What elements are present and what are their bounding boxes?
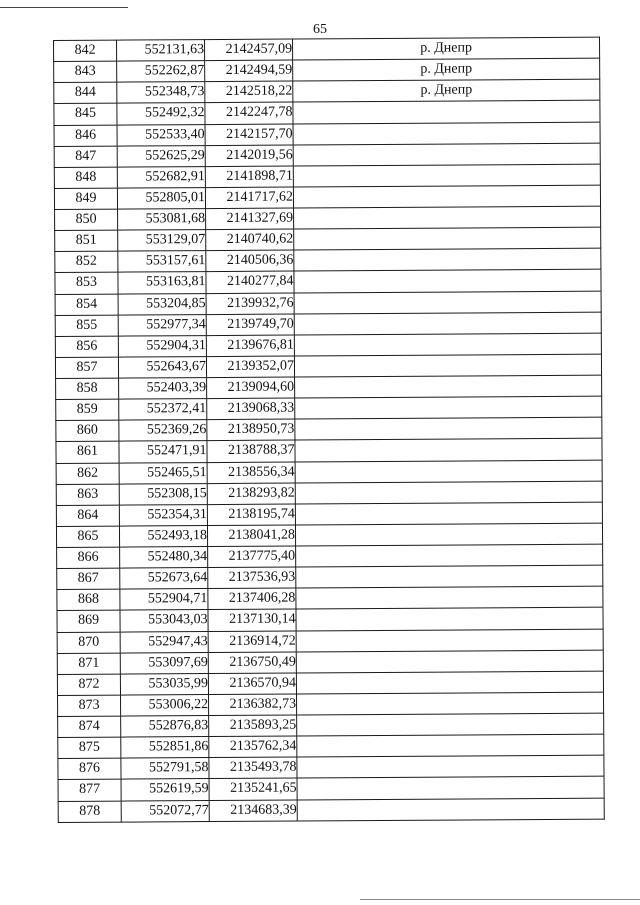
note-cell — [296, 544, 603, 567]
point-number-cell: 873 — [58, 695, 121, 717]
x-coordinate-cell: 552643,67 — [118, 356, 206, 378]
x-coordinate-cell: 552262,87 — [117, 61, 205, 83]
point-number-cell: 875 — [58, 737, 121, 759]
note-cell — [295, 439, 602, 462]
note-cell — [293, 101, 600, 124]
note-cell — [296, 671, 603, 694]
bottom-rule — [360, 899, 640, 900]
table-row — [58, 798, 604, 822]
point-number-cell: 861 — [56, 441, 119, 463]
x-coordinate-cell: 552492,32 — [117, 103, 205, 125]
point-number-cell: 863 — [56, 484, 119, 506]
y-coordinate-cell: 2136570,94 — [208, 673, 296, 695]
y-coordinate-cell: 2141717,62 — [205, 187, 293, 209]
point-number-cell: 877 — [58, 779, 121, 801]
note-cell — [295, 375, 602, 398]
point-number-cell: 868 — [57, 589, 120, 611]
y-coordinate-cell: 2135893,25 — [209, 715, 297, 737]
point-number-cell: 871 — [57, 653, 120, 675]
x-coordinate-cell: 552904,71 — [120, 589, 208, 611]
note-cell — [294, 227, 601, 250]
point-number-cell: 876 — [58, 758, 121, 780]
note-cell: р. Днепр — [293, 58, 600, 81]
x-coordinate-cell: 552072,77 — [121, 800, 209, 822]
x-coordinate-cell: 553157,61 — [118, 251, 206, 273]
point-number-cell: 864 — [56, 505, 119, 527]
point-number-cell: 850 — [55, 209, 118, 231]
note-cell — [293, 122, 600, 145]
y-coordinate-cell: 2142494,59 — [205, 60, 293, 82]
y-coordinate-cell: 2139932,76 — [206, 293, 294, 315]
point-number-cell: 854 — [55, 294, 118, 316]
x-coordinate-cell: 552348,73 — [117, 82, 205, 104]
x-coordinate-cell: 552533,40 — [117, 124, 205, 146]
point-number-cell: 870 — [57, 632, 120, 654]
y-coordinate-cell: 2138293,82 — [207, 483, 295, 505]
note-cell — [295, 417, 602, 440]
point-number-cell: 867 — [57, 568, 120, 590]
point-number-cell: 843 — [54, 61, 117, 83]
note-cell — [297, 713, 604, 736]
note-cell — [293, 143, 600, 166]
y-coordinate-cell: 2142157,70 — [205, 124, 293, 146]
y-coordinate-cell: 2139676,81 — [206, 335, 294, 357]
x-coordinate-cell: 552131,63 — [117, 40, 205, 62]
y-coordinate-cell: 2137406,28 — [208, 588, 296, 610]
note-cell — [293, 185, 600, 208]
note-cell — [294, 312, 601, 335]
point-number-cell: 860 — [56, 420, 119, 442]
x-coordinate-cell: 552308,15 — [119, 483, 207, 505]
point-number-cell: 857 — [55, 357, 118, 379]
note-cell: р. Днепр — [293, 79, 600, 102]
y-coordinate-cell: 2139749,70 — [206, 314, 294, 336]
y-coordinate-cell: 2134683,39 — [209, 800, 297, 822]
y-coordinate-cell: 2137536,93 — [208, 567, 296, 589]
x-coordinate-cell: 552403,39 — [119, 378, 207, 400]
note-cell — [295, 502, 602, 525]
x-coordinate-cell: 552673,64 — [120, 568, 208, 590]
note-cell — [294, 354, 601, 377]
point-number-cell: 852 — [55, 251, 118, 273]
point-number-cell: 842 — [54, 40, 117, 62]
note-cell — [296, 629, 603, 652]
x-coordinate-cell: 553035,99 — [120, 673, 208, 695]
x-coordinate-cell: 552876,83 — [121, 716, 209, 738]
note-cell — [295, 523, 602, 546]
note-cell — [293, 164, 600, 187]
x-coordinate-cell: 553043,03 — [120, 610, 208, 632]
point-number-cell: 855 — [55, 315, 118, 337]
note-cell — [297, 755, 604, 778]
y-coordinate-cell: 2135493,78 — [209, 757, 297, 779]
y-coordinate-cell: 2138195,74 — [207, 504, 295, 526]
x-coordinate-cell: 552682,91 — [117, 166, 205, 188]
note-cell — [296, 692, 603, 715]
point-number-cell: 846 — [54, 125, 117, 147]
y-coordinate-cell: 2137775,40 — [208, 546, 296, 568]
x-coordinate-cell: 552372,41 — [119, 399, 207, 421]
point-number-cell: 872 — [57, 674, 120, 696]
x-coordinate-cell: 553097,69 — [120, 652, 208, 674]
x-coordinate-cell: 552354,31 — [119, 504, 207, 526]
y-coordinate-cell: 2139352,07 — [206, 356, 294, 378]
y-coordinate-cell: 2135762,34 — [209, 736, 297, 758]
point-number-cell: 858 — [56, 378, 119, 400]
y-coordinate-cell: 2141327,69 — [206, 208, 294, 230]
point-number-cell: 862 — [56, 463, 119, 485]
x-coordinate-cell: 553204,85 — [118, 293, 206, 315]
point-number-cell: 874 — [58, 716, 121, 738]
y-coordinate-cell: 2140277,84 — [206, 271, 294, 293]
x-coordinate-cell: 553129,07 — [118, 230, 206, 252]
y-coordinate-cell: 2138788,37 — [207, 440, 295, 462]
y-coordinate-cell: 2136382,73 — [209, 694, 297, 716]
x-coordinate-cell: 552465,51 — [119, 462, 207, 484]
note-cell — [295, 396, 602, 419]
y-coordinate-cell: 2139094,60 — [207, 377, 295, 399]
note-cell: р. Днепр — [292, 37, 599, 60]
y-coordinate-cell: 2142457,09 — [205, 39, 293, 61]
point-number-cell: 845 — [54, 103, 117, 125]
note-cell — [297, 798, 604, 821]
note-cell — [296, 650, 603, 673]
note-cell — [296, 586, 603, 609]
point-number-cell: 844 — [54, 82, 117, 104]
note-cell — [296, 608, 603, 631]
note-cell — [294, 206, 601, 229]
note-cell — [294, 333, 601, 356]
x-coordinate-cell: 552471,91 — [119, 441, 207, 463]
point-number-cell: 859 — [56, 399, 119, 421]
y-coordinate-cell: 2141898,71 — [205, 166, 293, 188]
x-coordinate-cell: 552493,18 — [119, 525, 207, 547]
y-coordinate-cell: 2136914,72 — [208, 631, 296, 653]
point-number-cell: 856 — [55, 336, 118, 358]
point-number-cell: 878 — [58, 801, 121, 823]
y-coordinate-cell: 2140740,62 — [206, 229, 294, 251]
point-number-cell: 865 — [56, 526, 119, 548]
y-coordinate-cell: 2138950,73 — [207, 419, 295, 441]
note-cell — [294, 270, 601, 293]
x-coordinate-cell: 553081,68 — [118, 209, 206, 231]
corner-rule — [0, 7, 128, 8]
x-coordinate-cell: 552625,29 — [117, 145, 205, 167]
x-coordinate-cell: 552791,58 — [121, 758, 209, 780]
coordinates-table-body — [54, 37, 605, 822]
y-coordinate-cell: 2142518,22 — [205, 81, 293, 103]
x-coordinate-cell: 552369,26 — [119, 420, 207, 442]
y-coordinate-cell: 2137130,14 — [208, 609, 296, 631]
note-cell — [294, 248, 601, 271]
point-number-cell: 851 — [55, 230, 118, 252]
x-coordinate-cell: 553163,81 — [118, 272, 206, 294]
y-coordinate-cell: 2139068,33 — [207, 398, 295, 420]
point-number-cell: 848 — [54, 167, 117, 189]
x-coordinate-cell: 552480,34 — [120, 547, 208, 569]
y-coordinate-cell: 2135241,65 — [209, 778, 297, 800]
note-cell — [297, 734, 604, 757]
x-coordinate-cell: 552851,86 — [121, 737, 209, 759]
y-coordinate-cell: 2140506,36 — [206, 250, 294, 272]
x-coordinate-cell: 552904,31 — [118, 335, 206, 357]
page-number: 65 — [313, 22, 327, 37]
coordinates-table — [53, 37, 605, 823]
x-coordinate-cell: 553006,22 — [121, 694, 209, 716]
point-number-cell: 849 — [54, 188, 117, 210]
note-cell — [295, 460, 602, 483]
note-cell — [296, 565, 603, 588]
note-cell — [297, 777, 604, 800]
x-coordinate-cell: 552805,01 — [117, 187, 205, 209]
note-cell — [294, 291, 601, 314]
y-coordinate-cell: 2136750,49 — [208, 652, 296, 674]
y-coordinate-cell: 2138556,34 — [207, 462, 295, 484]
y-coordinate-cell: 2142019,56 — [205, 145, 293, 167]
x-coordinate-cell: 552977,34 — [118, 314, 206, 336]
y-coordinate-cell: 2138041,28 — [207, 525, 295, 547]
x-coordinate-cell: 552947,43 — [120, 631, 208, 653]
point-number-cell: 853 — [55, 272, 118, 294]
y-coordinate-cell: 2142247,78 — [205, 102, 293, 124]
point-number-cell: 869 — [57, 610, 120, 632]
note-cell — [295, 481, 602, 504]
x-coordinate-cell: 552619,59 — [121, 779, 209, 801]
point-number-cell: 847 — [54, 146, 117, 168]
point-number-cell: 866 — [57, 547, 120, 569]
